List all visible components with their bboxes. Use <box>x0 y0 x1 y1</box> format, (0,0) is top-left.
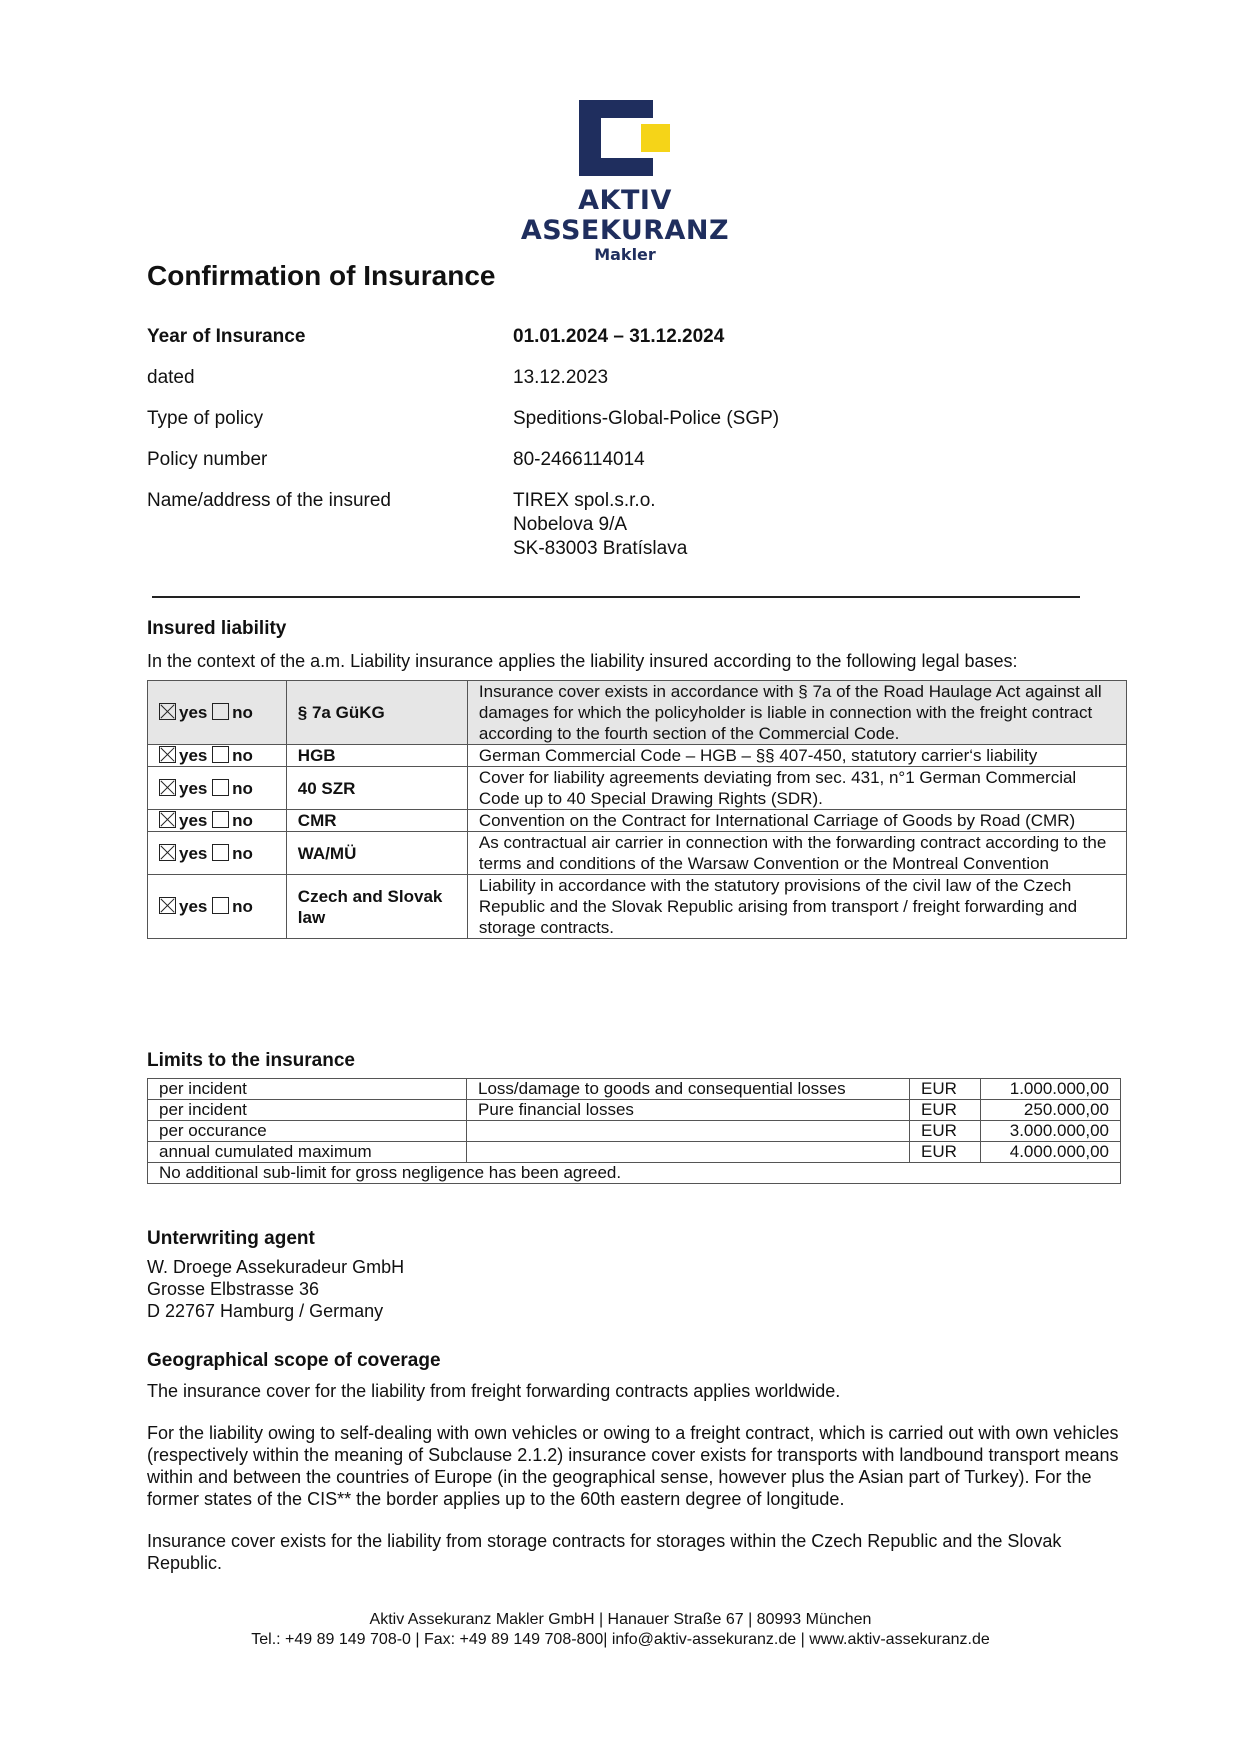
logo-mark-icon <box>579 100 671 176</box>
info-label: dated <box>147 367 195 388</box>
yes-checkbox-icon[interactable] <box>159 844 176 861</box>
footer-address: Aktiv Assekuranz Makler GmbH | Hanauer Straße 67 | 80993 München <box>369 1611 872 1628</box>
yes-no-cell <box>148 875 287 939</box>
yes-no-cell <box>148 810 287 832</box>
info-value: Speditions-Global-Police (SGP) <box>513 408 780 429</box>
info-value: 80-2466114014 <box>513 449 645 470</box>
no-checkbox-icon[interactable] <box>212 779 229 796</box>
limit-amount: 3.000.000,00 <box>981 1121 1121 1142</box>
info-row-policy-number <box>147 448 1107 472</box>
address-line: SK-83003 Bratíslava <box>513 538 688 559</box>
no-label: no <box>232 746 253 765</box>
limit-type <box>467 1142 910 1163</box>
address-line: Nobelova 9/A <box>513 514 628 535</box>
limits-section <box>147 1050 1127 1184</box>
no-label: no <box>232 843 253 863</box>
info-row-year <box>147 325 1107 349</box>
legal-basis: HGB <box>286 745 467 767</box>
no-label: no <box>232 703 253 722</box>
info-row-dated <box>147 366 1107 390</box>
basis-description: Insurance cover exists in accordance with § 7a of the Road Haulage Act against all damages for which the policyholder is liable in connection with the freight contract according to the fourth section of the Commercial Code. <box>467 681 1126 745</box>
section-heading: Geographical scope of coverage <box>147 1350 441 1371</box>
yes-checkbox-icon[interactable] <box>159 703 176 720</box>
liability-row <box>148 767 1127 810</box>
liability-row <box>148 832 1127 875</box>
limit-scope: per incident <box>148 1079 467 1100</box>
info-label: Policy number <box>147 449 268 470</box>
liability-row <box>148 875 1127 939</box>
no-checkbox-icon[interactable] <box>212 844 229 861</box>
info-value: 01.01.2024 – 31.12.2024 <box>513 326 725 347</box>
limit-row <box>148 1121 1121 1142</box>
limit-currency: EUR <box>910 1079 981 1100</box>
yes-checkbox-icon[interactable] <box>159 811 176 828</box>
no-label: no <box>232 897 253 916</box>
limit-currency: EUR <box>910 1142 981 1163</box>
limit-row <box>148 1100 1121 1121</box>
yes-checkbox-icon[interactable] <box>159 746 176 763</box>
legal-basis: § 7a GüKG <box>286 681 467 745</box>
limit-currency: EUR <box>910 1100 981 1121</box>
address-line: TIREX spol.s.r.o. <box>513 490 656 511</box>
yes-label: yes <box>179 746 208 765</box>
liability-row <box>148 681 1127 745</box>
yes-label: yes <box>179 843 208 863</box>
agent-line: W. Droege Assekuradeur GmbH <box>147 1257 405 1277</box>
limit-row <box>148 1079 1121 1100</box>
scope-paragraph: For the liability owing to self-dealing with own vehicles or owing to a freight contract, which is carried out with own vehicles (respectively within the meaning of Subclause 2.1.2) insurance cover exists for transports with landbound transport means within and between the countries of Europe (in the geographical sense, however plus the Asian part of Turkey). For the former states of the CIS** the border applies up to the 60th eastern degree of longitude. <box>147 1423 1119 1509</box>
info-label: Year of Insurance <box>147 326 306 347</box>
info-row-policy-type <box>147 407 1107 431</box>
agent-line: Grosse Elbstrasse 36 <box>147 1279 320 1299</box>
divider <box>152 596 1080 598</box>
yes-no-cell <box>148 832 287 875</box>
info-label: Type of policy <box>147 408 264 429</box>
yes-no-cell <box>148 745 287 767</box>
legal-basis: CMR <box>286 810 467 832</box>
liability-table <box>147 680 1127 939</box>
limit-amount: 250.000,00 <box>981 1100 1121 1121</box>
document-title: Confirmation of Insurance <box>147 260 496 291</box>
liability-intro: In the context of the a.m. Liability insurance applies the liability insured according to the following legal bases: <box>147 651 1018 671</box>
basis-description: Cover for liability agreements deviating from sec. 431, n°1 German Commercial Code up to 40 Special Drawing Rights (SDR). <box>467 767 1126 810</box>
yes-label: yes <box>179 811 208 830</box>
limit-note: No additional sub-limit for gross negligence has been agreed. <box>148 1163 1121 1184</box>
policy-info <box>147 325 1107 578</box>
no-checkbox-icon[interactable] <box>212 897 229 914</box>
yes-label: yes <box>179 778 208 798</box>
limit-scope: per occurance <box>148 1121 467 1142</box>
company-logo <box>480 100 770 264</box>
no-checkbox-icon[interactable] <box>212 811 229 828</box>
info-row-insured <box>147 489 1107 561</box>
basis-description: Convention on the Contract for International Carriage of Goods by Road (CMR) <box>467 810 1126 832</box>
limits-table <box>147 1078 1121 1184</box>
insured-liability-section <box>147 618 1127 939</box>
limit-currency: EUR <box>910 1121 981 1142</box>
section-heading: Limits to the insurance <box>147 1050 355 1071</box>
section-heading: Unterwriting agent <box>147 1228 315 1249</box>
limit-note-row <box>148 1163 1121 1184</box>
limit-row <box>148 1142 1121 1163</box>
agent-section <box>147 1228 1127 1322</box>
basis-description: Liability in accordance with the statutory provisions of the civil law of the Czech Republic and the Slovak Republic arising from transport / freight forwarding and storage contracts. <box>467 875 1126 939</box>
no-checkbox-icon[interactable] <box>212 746 229 763</box>
scope-paragraph: The insurance cover for the liability from freight forwarding contracts applies worldwide. <box>147 1381 841 1401</box>
legal-basis: WA/MÜ <box>286 832 467 875</box>
limit-type: Pure financial losses <box>467 1100 910 1121</box>
logo-name: AKTIV ASSEKURANZ <box>520 185 730 246</box>
footer-contact: Tel.: +49 89 149 708-0 | Fax: +49 89 149 708-800| info@aktiv-assekuranz.de | www.aktiv-assekuranz.de <box>251 1631 990 1648</box>
yes-checkbox-icon[interactable] <box>159 779 176 796</box>
limit-scope: annual cumulated maximum <box>148 1142 467 1163</box>
no-label: no <box>232 811 253 830</box>
yes-checkbox-icon[interactable] <box>159 897 176 914</box>
limit-amount: 1.000.000,00 <box>981 1079 1121 1100</box>
logo-subtitle: Makler <box>594 245 656 264</box>
limit-amount: 4.000.000,00 <box>981 1142 1121 1163</box>
basis-description: As contractual air carrier in connection with the forwarding contract according to the terms and conditions of the Warsaw Convention or the Montreal Convention <box>467 832 1126 875</box>
page-footer <box>0 1610 1241 1650</box>
no-label: no <box>232 778 253 798</box>
legal-basis: 40 SZR <box>286 767 467 810</box>
limit-type <box>467 1121 910 1142</box>
agent-line: D 22767 Hamburg / Germany <box>147 1301 384 1321</box>
no-checkbox-icon[interactable] <box>212 703 229 720</box>
limit-scope: per incident <box>148 1100 467 1121</box>
yes-label: yes <box>179 703 208 722</box>
yes-no-cell <box>148 767 287 810</box>
liability-row <box>148 745 1127 767</box>
agent-address <box>147 1256 1127 1322</box>
liability-row <box>148 810 1127 832</box>
scope-section <box>147 1350 1127 1574</box>
yes-label: yes <box>179 897 208 916</box>
basis-description: German Commercial Code – HGB – §§ 407-450, statutory carrier‘s liability <box>467 745 1126 767</box>
section-heading: Insured liability <box>147 618 287 639</box>
info-value: 13.12.2023 <box>513 367 609 388</box>
insured-address <box>513 489 1107 561</box>
scope-paragraph: Insurance cover exists for the liability from storage contracts for storages within the Czech Republic and the Slovak Republic. <box>147 1531 1062 1573</box>
legal-basis: Czech and Slovak law <box>286 875 467 939</box>
info-label: Name/address of the insured <box>147 490 391 511</box>
yes-no-cell <box>148 681 287 745</box>
limit-type: Loss/damage to goods and consequential losses <box>467 1079 910 1100</box>
